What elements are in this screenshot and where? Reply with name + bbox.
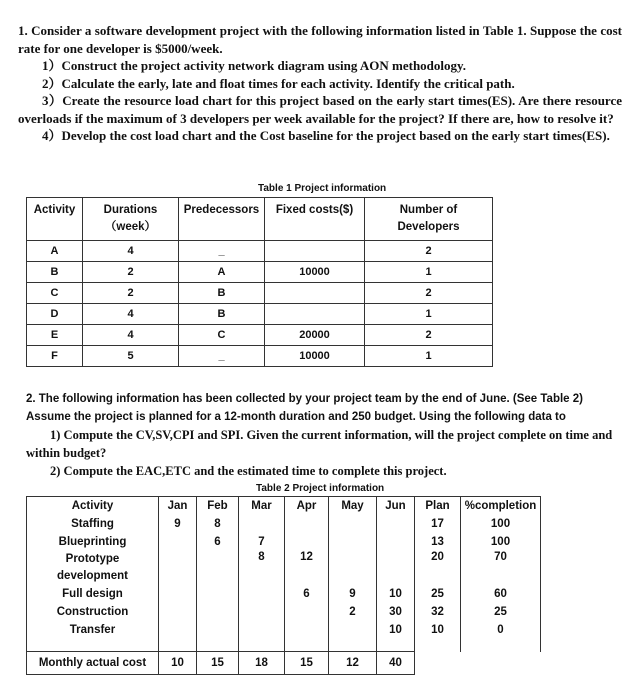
cell: 4: [83, 304, 179, 325]
header-predecessors: Predecessors: [179, 198, 265, 241]
header-plan: Plan: [415, 497, 461, 516]
cell: B: [179, 283, 265, 304]
cell: 10: [377, 585, 415, 603]
cell: [329, 515, 377, 533]
cell: 12: [329, 652, 377, 675]
cell: 13: [415, 533, 461, 551]
cell: [27, 639, 159, 652]
header-activity: Activity: [27, 198, 83, 241]
cell: Construction: [27, 603, 159, 621]
table-row: [27, 551, 541, 585]
header-developers-text: Number of Developers: [397, 204, 460, 233]
header-may: May: [329, 497, 377, 516]
table-row: [27, 603, 541, 621]
cell: 0: [461, 621, 541, 639]
cell: F: [27, 346, 83, 367]
cell: C: [179, 325, 265, 346]
cell: 100: [461, 533, 541, 551]
cell: 9: [329, 585, 377, 603]
table-1-caption: Table 1 Project information: [258, 183, 387, 194]
cell: 2: [365, 283, 493, 304]
cell: C: [27, 283, 83, 304]
table-1-project-information: [26, 197, 493, 367]
cell: 10000: [265, 262, 365, 283]
cell: [285, 515, 329, 533]
cell: 10: [415, 621, 461, 639]
cell: Transfer: [27, 621, 159, 639]
question-1: [18, 22, 622, 145]
cell: Monthly actual cost: [27, 652, 159, 675]
cell: Staffing: [27, 515, 159, 533]
cell: B: [179, 304, 265, 325]
cell: [197, 621, 239, 639]
cell: [265, 283, 365, 304]
table-row: [27, 346, 493, 367]
cell: [197, 603, 239, 621]
question-1-item-3: 3）Create the resource load chart for this project based on the early start times(ES). Are there resource overloads if the maximum of 3 developers per week available for the project? If there are, how to resolve it?: [18, 93, 622, 126]
cell: [159, 551, 197, 585]
table-row: [27, 304, 493, 325]
cell: 8: [197, 515, 239, 533]
cell: [239, 639, 285, 652]
cell: [239, 621, 285, 639]
cell: [377, 551, 415, 585]
cell: A: [27, 241, 83, 262]
cell: 17: [415, 515, 461, 533]
cell: 5: [83, 346, 179, 367]
header-completion: %completion: [461, 497, 541, 516]
cell: [239, 603, 285, 621]
table-row: [27, 283, 493, 304]
cell: [285, 639, 329, 652]
cell: [197, 585, 239, 603]
table-row: [27, 585, 541, 603]
cell: 2: [83, 262, 179, 283]
cell: [239, 515, 285, 533]
table-spacer-row: [27, 639, 541, 652]
cell: [329, 621, 377, 639]
cell: Prototype development: [27, 551, 159, 585]
header-jan: Jan: [159, 497, 197, 516]
cell: [461, 652, 541, 675]
header-fixed-costs: Fixed costs($): [265, 198, 365, 241]
cell: 40: [377, 652, 415, 675]
table-row: [27, 515, 541, 533]
header-developers: [365, 198, 493, 241]
cell: 25: [461, 603, 541, 621]
cell: 8: [239, 551, 285, 585]
question-1-intro: 1. Consider a software development project with the following information listed in Table 1. Suppose the cost rate for one developer is $5000/week.: [18, 23, 622, 56]
cell: 15: [197, 652, 239, 675]
cell: 10: [377, 621, 415, 639]
cell: 1: [365, 262, 493, 283]
cell: [415, 652, 461, 675]
cell: Full design: [27, 585, 159, 603]
cell: 6: [197, 533, 239, 551]
cell: [239, 585, 285, 603]
header-mar: Mar: [239, 497, 285, 516]
cell: 18: [239, 652, 285, 675]
cell: [377, 515, 415, 533]
table-row: [27, 533, 541, 551]
cell: A: [179, 262, 265, 283]
cell: [415, 639, 461, 652]
cell: E: [27, 325, 83, 346]
monthly-cost-row: [27, 652, 541, 675]
question-1-item-4: 4）Develop the cost load chart and the Cost baseline for the project based on the early start times(ES).: [42, 128, 610, 143]
cell: [265, 241, 365, 262]
cell: [159, 533, 197, 551]
cell: [197, 551, 239, 585]
cell: [285, 533, 329, 551]
table-row: [27, 241, 493, 262]
cell: [159, 621, 197, 639]
question-1-item-2: 2）Calculate the early, late and float times for each activity. Identify the critical path.: [42, 75, 515, 91]
cell: [329, 533, 377, 551]
cell: 15: [285, 652, 329, 675]
cell: [285, 603, 329, 621]
cell: _: [179, 346, 265, 367]
cell: 70: [461, 551, 541, 585]
question-2: [26, 390, 620, 480]
cell: 9: [159, 515, 197, 533]
cell: 1: [365, 304, 493, 325]
cell: [159, 603, 197, 621]
cell: [329, 551, 377, 585]
cell: 10: [159, 652, 197, 675]
table-2-header-row: [27, 497, 541, 516]
cell: [197, 639, 239, 652]
cell: 2: [365, 241, 493, 262]
question-2-intro: 2. The following information has been collected by your project team by the end of June. (See Table 2) Assume the project is planned for a 12-month duration and 250 budget. Using the following data to: [26, 393, 583, 423]
header-durations-text: Durations （week）: [103, 204, 158, 233]
cell: 30: [377, 603, 415, 621]
table-2-project-information: [26, 496, 541, 675]
cell: [377, 639, 415, 652]
table-2-caption: Table 2 Project information: [256, 483, 385, 494]
cell: 7: [239, 533, 285, 551]
table-1-header-row: [27, 198, 493, 241]
cell: 2: [329, 603, 377, 621]
cell: [159, 585, 197, 603]
header-jun: Jun: [377, 497, 415, 516]
cell: Blueprinting: [27, 533, 159, 551]
cell: 32: [415, 603, 461, 621]
question-1-item-1: 1）Construct the project activity network diagram using AON methodology.: [42, 58, 467, 73]
cell: [329, 639, 377, 652]
cell: 6: [285, 585, 329, 603]
header-feb: Feb: [197, 497, 239, 516]
cell: 10000: [265, 346, 365, 367]
cell: 1: [365, 346, 493, 367]
table-row: [27, 262, 493, 283]
cell: 2: [83, 283, 179, 304]
cell: 20: [415, 551, 461, 585]
cell: B: [27, 262, 83, 283]
question-2-item-2: 2) Compute the EAC,ETC and the estimated time to complete this project.: [50, 464, 447, 478]
cell: 25: [415, 585, 461, 603]
header-durations: [83, 198, 179, 241]
cell: [461, 639, 541, 652]
cell: [285, 621, 329, 639]
cell: 4: [83, 325, 179, 346]
cell: [377, 533, 415, 551]
cell: 60: [461, 585, 541, 603]
cell: [159, 639, 197, 652]
header-apr: Apr: [285, 497, 329, 516]
cell: D: [27, 304, 83, 325]
table-row: [27, 621, 541, 639]
cell: 2: [365, 325, 493, 346]
cell: 100: [461, 515, 541, 533]
cell: 20000: [265, 325, 365, 346]
header-activity: Activity: [27, 497, 159, 516]
question-2-item-1: 1) Compute the CV,SV,CPI and SPI. Given the current information, will the project complete on time and within budget?: [26, 428, 613, 460]
cell: 12: [285, 551, 329, 585]
table-row: [27, 325, 493, 346]
cell: _: [179, 241, 265, 262]
cell: 4: [83, 241, 179, 262]
cell: [265, 304, 365, 325]
